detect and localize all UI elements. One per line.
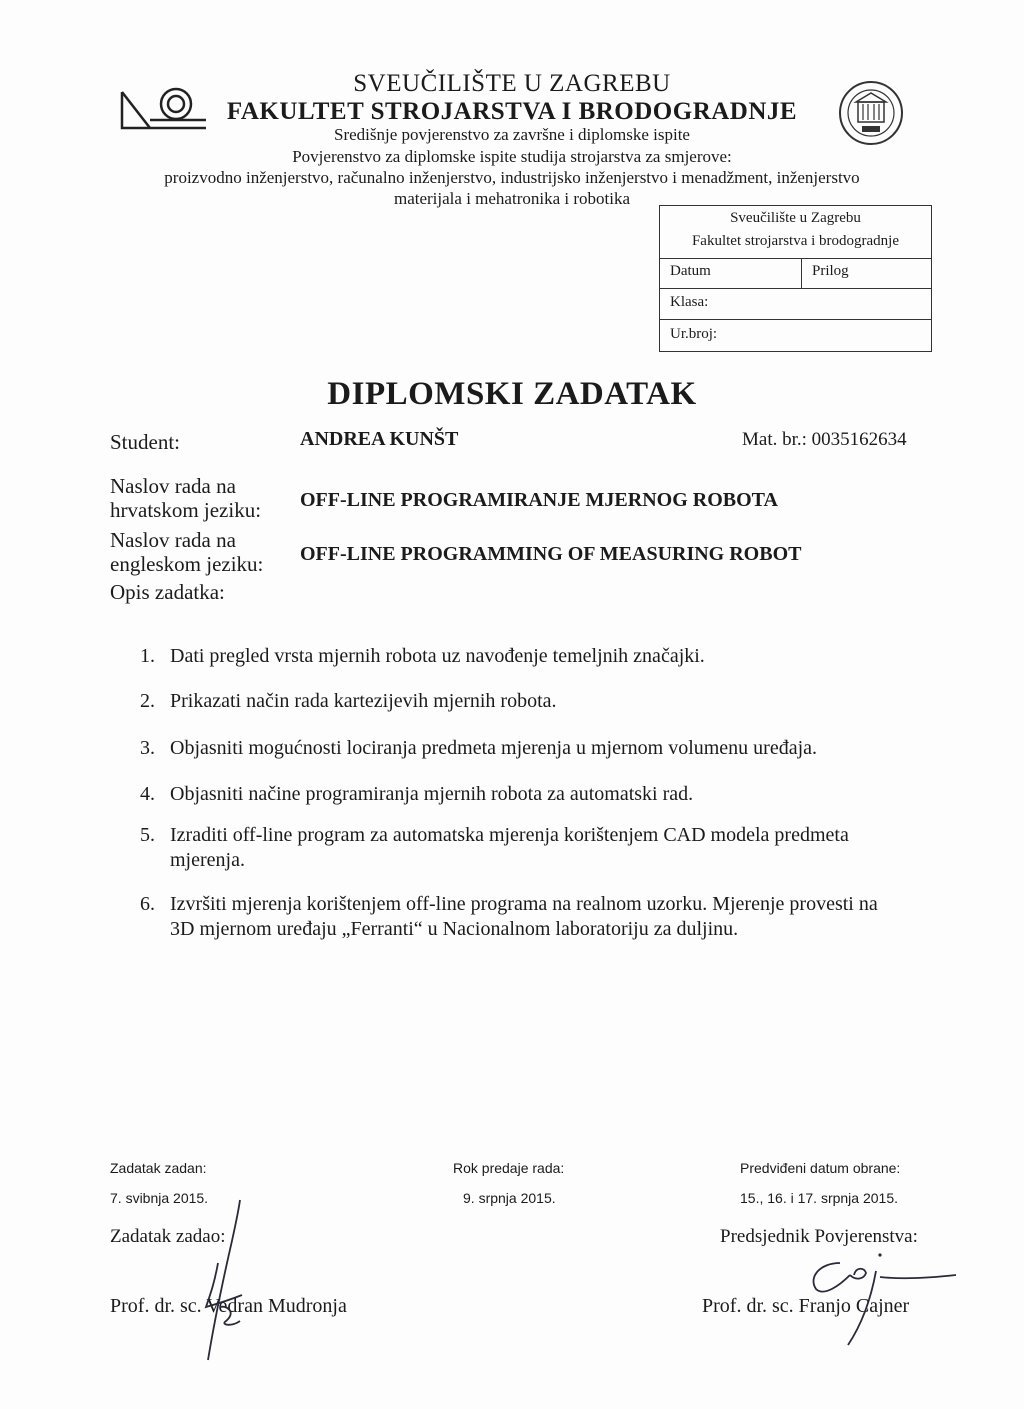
deadline-label: Rok predaje rada: — [453, 1160, 565, 1176]
task-text: Dati pregled vrsta mjernih robota uz navođenje temeljnih značajki. — [170, 645, 705, 667]
task-text: Izvršiti mjerenja korištenjem off-line programa na realnom uzorku. Mjerenje provesti na 3D mjernom uređaju „Ferranti“ u Nacionalnom laboratoriju za duljinu. — [170, 893, 878, 940]
header-line-3: proizvodno inženjerstvo, računalno inženjerstvo, industrijsko inženjerstvo i menadžment, inženjerstvo — [164, 168, 860, 187]
student-id: Mat. br.: 0035162634 — [742, 429, 907, 450]
stamp-urbroj-label: Ur.broj: — [670, 326, 718, 342]
croatian-title-label-line-1: Naslov rada na — [110, 474, 236, 498]
task-text: Objasniti mogućnosti lociranja predmeta mjerenja u mjernom volumenu uređaja. — [170, 737, 818, 759]
task-text: Prikazati način rada kartezijevih mjernih robota. — [170, 690, 557, 712]
registry-stamp — [659, 205, 932, 352]
english-title: OFF-LINE PROGRAMMING OF MEASURING ROBOT — [300, 543, 802, 565]
signature-cajner — [780, 1245, 960, 1350]
faculty-name: FAKULTET STROJARSTVA I BRODOGRADNJE — [226, 98, 798, 125]
defense-date: 15., 16. i 17. srpnja 2015. — [740, 1190, 898, 1206]
task-number: 6. — [140, 893, 155, 915]
stamp-divider — [801, 258, 802, 288]
task-text: Izraditi off-line program za automatska mjerenja korištenjem CAD modela predmeta mjerenja. — [170, 824, 849, 871]
assigned-by-label: Zadatak zadao: — [110, 1226, 226, 1247]
assigned-date-label: Zadatak zadan: — [110, 1160, 207, 1176]
stamp-divider — [660, 288, 931, 289]
stamp-divider — [660, 258, 931, 259]
stamp-title-1: Sveučilište u Zagrebu — [730, 210, 861, 226]
assigned-by-name: Prof. dr. sc. Vedran Mudronja — [110, 1295, 347, 1317]
stamp-divider — [660, 319, 931, 320]
president-name: Prof. dr. sc. Franjo Cajner — [702, 1295, 910, 1317]
university-name: SVEUČILIŠTE U ZAGREBU — [353, 70, 671, 97]
task-number: 2. — [140, 690, 155, 712]
english-title-label-line-1: Naslov rada na — [110, 528, 236, 552]
croatian-title-label — [110, 474, 261, 522]
english-title-label — [110, 528, 263, 576]
task-description-label: Opis zadatka: — [110, 580, 225, 604]
task-text: Objasniti načine programiranja mjernih robota za automatski rad. — [170, 783, 694, 805]
task-number: 5. — [140, 824, 155, 846]
student-label: Student: — [110, 430, 181, 454]
stamp-title-2: Fakultet strojarstva i brodogradnje — [691, 233, 900, 249]
task-number: 4. — [140, 783, 155, 805]
deadline-date: 9. srpnja 2015. — [463, 1190, 556, 1206]
header-line-4: materijala i mehatronika i robotika — [393, 189, 631, 208]
assigned-date: 7. svibnja 2015. — [110, 1190, 209, 1206]
task-number: 1. — [140, 645, 155, 667]
stamp-klasa-label: Klasa: — [670, 294, 709, 310]
president-label: Predsjednik Povjerenstva: — [720, 1226, 918, 1247]
task-number: 3. — [140, 737, 155, 759]
croatian-title-label-line-2: hrvatskom jeziku: — [110, 498, 262, 522]
croatian-title: OFF-LINE PROGRAMIRANJE MJERNOG ROBOTA — [300, 489, 778, 511]
student-name: ANDREA KUNŠT — [300, 428, 459, 450]
signature-mudronja — [180, 1195, 270, 1365]
english-title-label-line-2: engleskom jeziku: — [110, 552, 264, 576]
defense-date-label: Predviđeni datum obrane: — [740, 1160, 901, 1176]
header-line-1: Središnje povjerenstvo za završne i diplomske ispite — [334, 125, 690, 144]
stamp-prilog-label: Prilog — [812, 263, 849, 279]
document-title: DIPLOMSKI ZADATAK — [327, 376, 697, 412]
stamp-datum-label: Datum — [670, 263, 711, 279]
header-line-2: Povjerenstvo za diplomske ispite studija strojarstva za smjerove: — [292, 147, 732, 166]
